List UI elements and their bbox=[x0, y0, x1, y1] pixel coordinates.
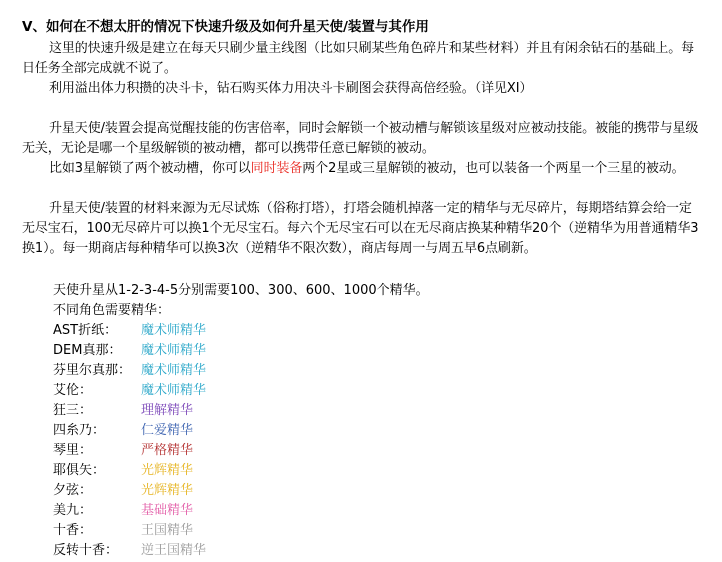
essence-name: 光辉精华 bbox=[141, 483, 194, 498]
role-name: 耶俱矢： bbox=[53, 463, 106, 478]
list-header: 不同角色需要精华： bbox=[53, 303, 171, 318]
section-heading: Ⅴ、如何在不想太肝的情况下快速升级及如何升星天使/装置与其作用 bbox=[22, 19, 429, 35]
role-name: 四糸乃： bbox=[53, 423, 106, 438]
role-name: 十香： bbox=[53, 523, 93, 538]
essence-name: 魔术师精华 bbox=[141, 323, 207, 338]
list-item bbox=[53, 361, 473, 381]
essence-name: 理解精华 bbox=[141, 403, 194, 418]
role-name: 美九： bbox=[53, 503, 93, 518]
role-name: DEM真那： bbox=[53, 343, 122, 358]
role-name: 夕弦： bbox=[53, 483, 93, 498]
role-name: AST折纸： bbox=[53, 323, 118, 338]
list-item bbox=[53, 421, 473, 441]
list-item bbox=[53, 441, 473, 461]
list-item bbox=[53, 341, 473, 361]
role-essence-rows bbox=[53, 321, 473, 561]
essence-name: 魔术师精华 bbox=[141, 383, 207, 398]
example-text-start: 比如3星解锁了两个被动槽，你可以 bbox=[49, 161, 251, 176]
list-item bbox=[53, 541, 473, 561]
role-name: 芬里尔真那： bbox=[53, 363, 132, 378]
essence-name: 基础精华 bbox=[141, 503, 194, 518]
paragraph-star-up-effect: 升星天使/装置会提高觉醒技能的伤害倍率，同时会解锁一个被动槽与解锁该星级对应被动技能。被能的携带与星级无关，无论是哪一个星级解锁的被动槽，都可以携带任意已解锁的被动。 bbox=[22, 121, 699, 156]
list-item bbox=[53, 401, 473, 421]
role-name: 反转十香： bbox=[53, 543, 119, 558]
paragraph-materials-source: 升星天使/装置的材料来源为无尽试炼（俗称打塔），打塔会随机掉落一定的精华与无尽碎片，每期塔结算会给一定无尽宝石，100无尽碎片可以换1个无尽宝石。每六个无尽宝石可以在无尽商店换某种精华20个（逆精华为用普通精华3换1）。每一期商店每种精华可以换3次（逆精华不限次数），商店每周一与周五早6点刷新。 bbox=[22, 201, 699, 256]
list-item bbox=[53, 521, 473, 541]
example-text-end: 两个2星或三星解锁的被动，也可以装备一个两星一个三星的被动。 bbox=[302, 161, 685, 176]
essence-name: 仁爱精华 bbox=[141, 423, 194, 438]
essence-name: 魔术师精华 bbox=[141, 343, 207, 358]
highlight-simultaneous-equip: 同时装备 bbox=[250, 161, 303, 176]
paragraph-passive-example bbox=[22, 159, 702, 179]
list-item bbox=[53, 481, 473, 501]
list-item bbox=[53, 321, 473, 341]
upgrade-cost-line: 天使升星从1-2-3-4-5分别需要100、300、600、1000个精华。 bbox=[53, 283, 429, 298]
list-item bbox=[53, 381, 473, 401]
essence-name: 逆王国精华 bbox=[141, 543, 207, 558]
role-name: 艾伦： bbox=[53, 383, 93, 398]
role-name: 狂三： bbox=[53, 403, 93, 418]
list-item bbox=[53, 501, 473, 521]
list-item bbox=[53, 461, 473, 481]
essence-name: 魔术师精华 bbox=[141, 363, 207, 378]
paragraph-duel-cards: 利用溢出体力积攒的决斗卡，钻石购买体力用决斗卡刷图会获得高倍经验。（详见XI） bbox=[49, 81, 533, 96]
essence-name: 严格精华 bbox=[141, 443, 194, 458]
essence-list bbox=[53, 281, 473, 561]
essence-name: 王国精华 bbox=[141, 523, 194, 538]
role-name: 琴里： bbox=[53, 443, 93, 458]
paragraph-quick-leveling: 这里的快速升级是建立在每天只刷少量主线图（比如只刷某些角色碎片和某些材料）并且有闲余钻石的基础上。每日任务全部完成就不说了。 bbox=[22, 41, 695, 76]
essence-name: 光辉精华 bbox=[141, 463, 194, 478]
